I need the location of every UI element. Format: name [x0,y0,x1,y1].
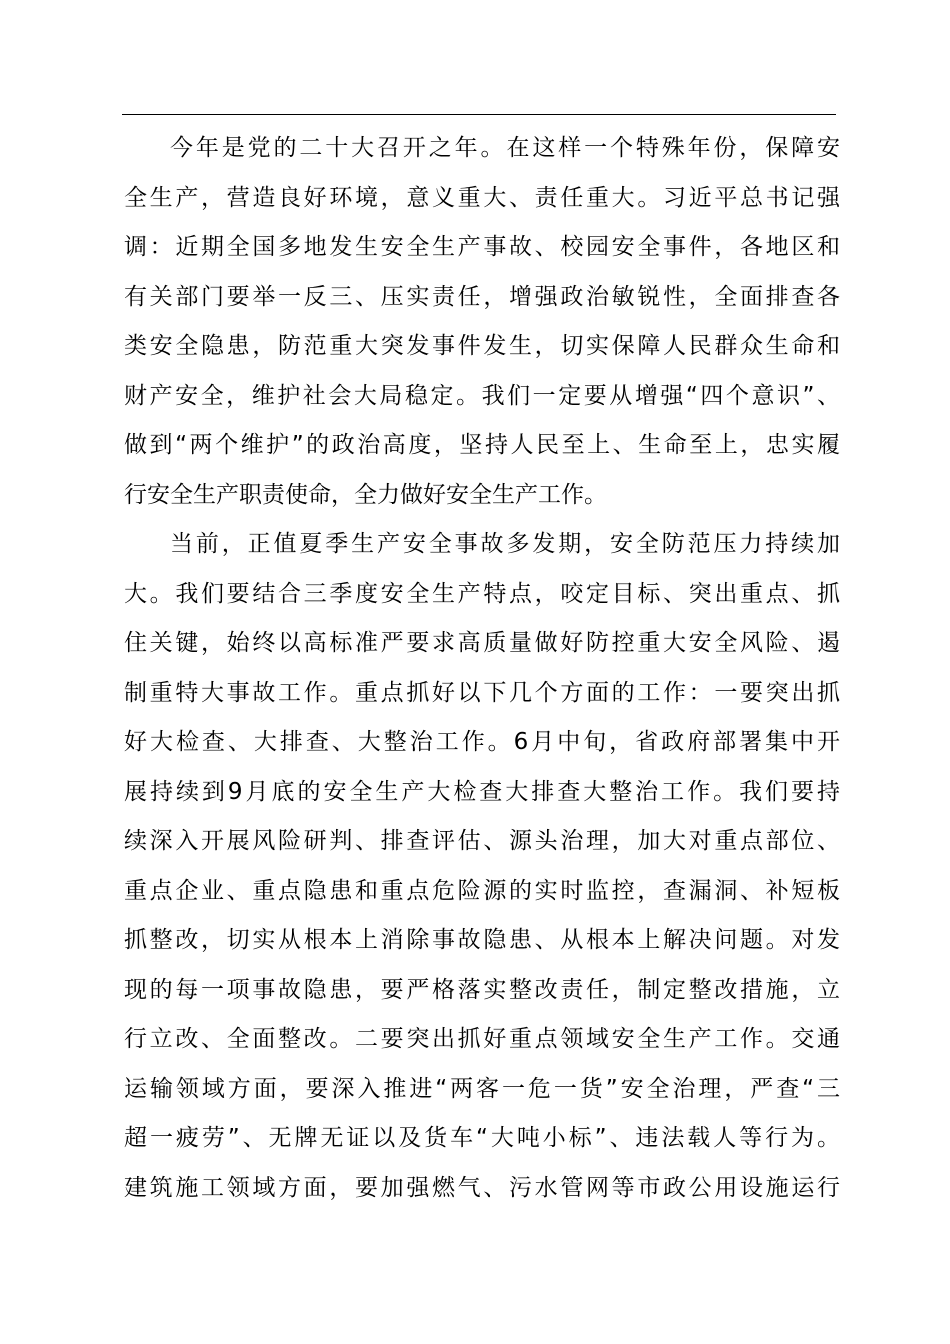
paragraph-2-line: 运输领域方面，要深入推进“两客一危一货”安全治理，严查“三 [124,1075,840,1102]
paragraph-1-line: 类安全隐患，防范重大突发事件发生，切实保障人民群众生命和 [124,333,840,359]
paragraph-2-line: 好大检查、大排查、大整治工作。6月中旬，省政府部署集中开 [124,729,840,755]
paragraph-1 [124,124,840,520]
paragraph-2-line: 展持续到9月底的安全生产大检查大排查大整治工作。我们要持 [124,778,840,805]
paragraph-1-line: 做到“两个维护”的政治高度，坚持人民至上、生命至上，忠实履 [124,432,840,458]
paragraph-1-line: 今年是党的二十大召开之年。在这样一个特殊年份，保障安 [170,135,840,161]
paragraph-2-line: 行立改、全面整改。二要突出抓好重点领域安全生产工作。交通 [124,1026,840,1052]
paragraph-2-line: 大。我们要结合三季度安全生产特点，咬定目标、突出重点、抓 [124,580,840,607]
paragraph-1-line: 行安全生产职责使命，全力做好安全生产工作。 [124,481,607,508]
header-rule [122,114,836,115]
paragraph-2-line: 超一疲劳”、无牌无证以及货车“大吨小标”、违法载人等行为。 [124,1125,840,1151]
paragraph-2-line: 制重特大事故工作。重点抓好以下几个方面的工作：一要突出抓 [124,679,840,706]
paragraph-2-line: 续深入开展风险研判、排查评估、源头治理，加大对重点部位、 [124,828,840,854]
paragraph-1-line: 全生产，营造良好环境，意义重大、责任重大。习近平总书记强 [124,184,840,211]
paragraph-2-line: 重点企业、重点隐患和重点危险源的实时监控，查漏洞、补短板 [124,877,840,904]
paragraph-1-line: 财产安全，维护社会大局稳定。我们一定要从增强“四个意识”、 [124,382,840,409]
paragraph-2 [124,520,840,1213]
paragraph-2-line: 住关键，始终以高标准严要求高质量做好防控重大安全风险、遏 [124,630,840,656]
paragraph-2-line: 抓整改，切实从根本上消除事故隐患、从根本上解决问题。对发 [124,927,840,953]
paragraph-2-line: 现的每一项事故隐患，要严格落实整改责任，制定整改措施，立 [124,976,840,1003]
paragraph-2-line: 当前，正值夏季生产安全事故多发期，安全防范压力持续加 [170,531,840,557]
paragraph-1-line: 调：近期全国多地发生安全生产事故、校园安全事件，各地区和 [124,234,840,260]
paragraph-2-line: 建筑施工领域方面，要加强燃气、污水管网等市政公用设施运行 [124,1174,840,1201]
paragraph-1-line: 有关部门要举一反三、压实责任，增强政治敏锐性，全面排查各 [124,283,840,310]
document-body [124,124,840,1213]
